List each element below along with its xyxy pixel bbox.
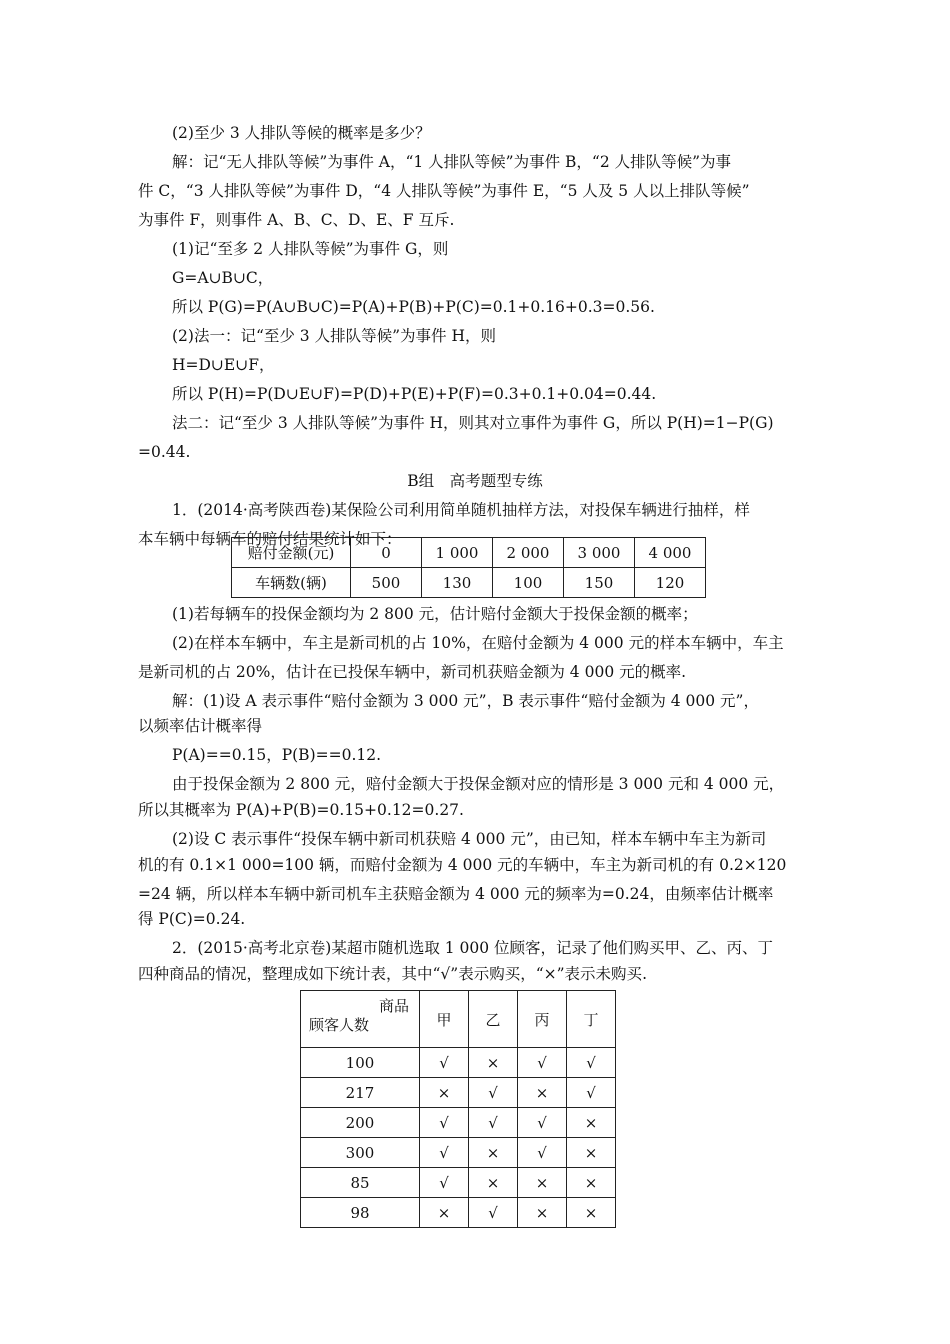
table-cell: 98 <box>301 1198 420 1228</box>
solution-line: (2)法一：记“至少 3 人排队等候”为事件 H，则 <box>172 327 496 345</box>
formula-line: G=A∪B∪C， <box>172 269 274 287</box>
formula-line: P(A)==0.15，P(B)==0.12. <box>172 746 382 764</box>
table-row <box>301 1138 616 1168</box>
table-cell: × <box>567 1108 616 1138</box>
table-cell: √ <box>420 1048 469 1078</box>
formula-line: 所以 P(G)=P(A∪B∪C)=P(A)+P(B)+P(C)=0.1+0.16+0.3=0.56. <box>172 298 655 316</box>
solution-line: 解：记“无人排队等候”为事件 A，“1 人排队等候”为事件 B，“2 人排队等候”为事 <box>172 153 732 171</box>
table-cell: × <box>567 1198 616 1228</box>
table-cell: √ <box>567 1078 616 1108</box>
column-header: 甲 <box>420 991 469 1048</box>
table-cell: √ <box>469 1078 518 1108</box>
table-row <box>232 568 706 598</box>
solution-line: 以频率估计概率得 <box>138 717 263 735</box>
purchase-table <box>300 990 616 1228</box>
question-2-line: (2)至少 3 人排队等候的概率是多少？ <box>172 124 431 142</box>
table-cell: 2 000 <box>493 538 564 568</box>
corner-label-product: 商品 <box>378 997 409 1015</box>
table-cell: × <box>518 1078 567 1108</box>
solution-line: 解：(1)设 A 表示事件“赔付金额为 3 000 元”，B 表示事件“赔付金额为 4 000 元”， <box>172 692 759 710</box>
table-cell: 120 <box>635 568 706 598</box>
table-row <box>301 1198 616 1228</box>
solution-line: (1)记“至多 2 人排队等候”为事件 G，则 <box>172 240 449 258</box>
table-cell: 300 <box>301 1138 420 1168</box>
question-2-line: 四种商品的情况，整理成如下统计表，其中“√”表示购买，“×”表示未购买. <box>138 965 647 983</box>
solution-line: 为事件 F，则事件 A、B、C、D、E、F 互斥. <box>138 211 455 229</box>
question-1-part: (1)若每辆车的投保金额均为 2 800 元，估计赔付金额大于投保金额的概率； <box>172 605 698 623</box>
solution-line: =24 辆，所以样本车辆中新司机车主获赔金额为 4 000 元的频率为=0.24，由频率估计概率 <box>138 885 774 903</box>
solution-line: 所以其概率为 P(A)+P(B)=0.15+0.12=0.27. <box>138 801 464 819</box>
table-cell: 100 <box>301 1048 420 1078</box>
table-cell: √ <box>469 1108 518 1138</box>
table-cell: √ <box>518 1048 567 1078</box>
table-row <box>301 1168 616 1198</box>
table-cell: 车辆数(辆) <box>232 568 351 598</box>
table-cell: √ <box>420 1168 469 1198</box>
table-cell: × <box>518 1168 567 1198</box>
table-cell: × <box>420 1198 469 1228</box>
corner-label-customers: 顾客人数 <box>309 1016 370 1034</box>
solution-line: 得 P(C)=0.24. <box>138 910 246 928</box>
table-cell: 0 <box>351 538 422 568</box>
compensation-table <box>231 537 706 598</box>
table-cell: √ <box>469 1198 518 1228</box>
table-cell: 赔付金额(元) <box>232 538 351 568</box>
table-cell: 500 <box>351 568 422 598</box>
table-row <box>301 1048 616 1078</box>
question-1-part: (2)在样本车辆中，车主是新司机的占 10%，在赔付金额为 4 000 元的样本车辆中，车主 <box>172 634 784 652</box>
formula-line: H=D∪E∪F， <box>172 356 275 374</box>
table-cell: × <box>567 1168 616 1198</box>
column-header: 丁 <box>567 991 616 1048</box>
table-cell: √ <box>518 1138 567 1168</box>
table-cell: 200 <box>301 1108 420 1138</box>
question-1-line: 本车辆中每辆车的赔付结果统计如下： <box>138 530 402 548</box>
table-cell: 100 <box>493 568 564 598</box>
table-cell: 3 000 <box>564 538 635 568</box>
solution-line: =0.44. <box>138 443 191 461</box>
section-title: B组 高考题型专练 <box>407 472 543 490</box>
solution-line: 法二：记“至少 3 人排队等候”为事件 H，则其对立事件为事件 G，所以 P(H)=1−P(G) <box>172 414 774 432</box>
table-cell: √ <box>518 1108 567 1138</box>
solution-line: 由于投保金额为 2 800 元，赔付金额大于投保金额对应的情形是 3 000 元和 4 000 元， <box>172 775 785 793</box>
formula-line: 所以 P(H)=P(D∪E∪F)=P(D)+P(E)+P(F)=0.3+0.1+0.04=0.44. <box>172 385 657 403</box>
table-cell: × <box>469 1048 518 1078</box>
table-cell: √ <box>420 1108 469 1138</box>
table-row <box>301 1078 616 1108</box>
table-cell: √ <box>420 1138 469 1168</box>
solution-line: 机的有 0.1×1 000=100 辆，而赔付金额为 4 000 元的车辆中，车主为新司机的有 0.2×120 <box>138 856 787 874</box>
solution-line: (2)设 C 表示事件“投保车辆中新司机获赔 4 000 元”，由已知，样本车辆中车主为新司 <box>172 830 767 848</box>
table-cell: 1 000 <box>422 538 493 568</box>
table-cell: 85 <box>301 1168 420 1198</box>
solution-line: 件 C，“3 人排队等候”为事件 D，“4 人排队等候”为事件 E，“5 人及 5 人以上排队等候” <box>138 182 750 200</box>
question-1-part: 是新司机的占 20%，估计在已投保车辆中，新司机获赔金额为 4 000 元的概率. <box>138 663 687 681</box>
table-cell: √ <box>567 1048 616 1078</box>
question-1-line: 1．(2014·高考陕西卷)某保险公司利用简单随机抽样方法，对投保车辆进行抽样，样 <box>172 501 750 519</box>
column-header: 乙 <box>469 991 518 1048</box>
table-cell: × <box>518 1198 567 1228</box>
table-header-row <box>301 991 616 1048</box>
column-header: 丙 <box>518 991 567 1048</box>
table-cell: 130 <box>422 568 493 598</box>
table-cell: 217 <box>301 1078 420 1108</box>
table-cell: 4 000 <box>635 538 706 568</box>
table-corner-cell <box>301 991 420 1048</box>
table-cell: 150 <box>564 568 635 598</box>
table-cell: × <box>567 1138 616 1168</box>
table-row <box>301 1108 616 1138</box>
table-row <box>232 538 706 568</box>
table-cell: × <box>469 1168 518 1198</box>
question-2-line: 2．(2015·高考北京卷)某超市随机选取 1 000 位顾客，记录了他们购买甲、乙、丙、丁 <box>172 939 774 957</box>
table-cell: × <box>469 1138 518 1168</box>
table-cell: × <box>420 1078 469 1108</box>
